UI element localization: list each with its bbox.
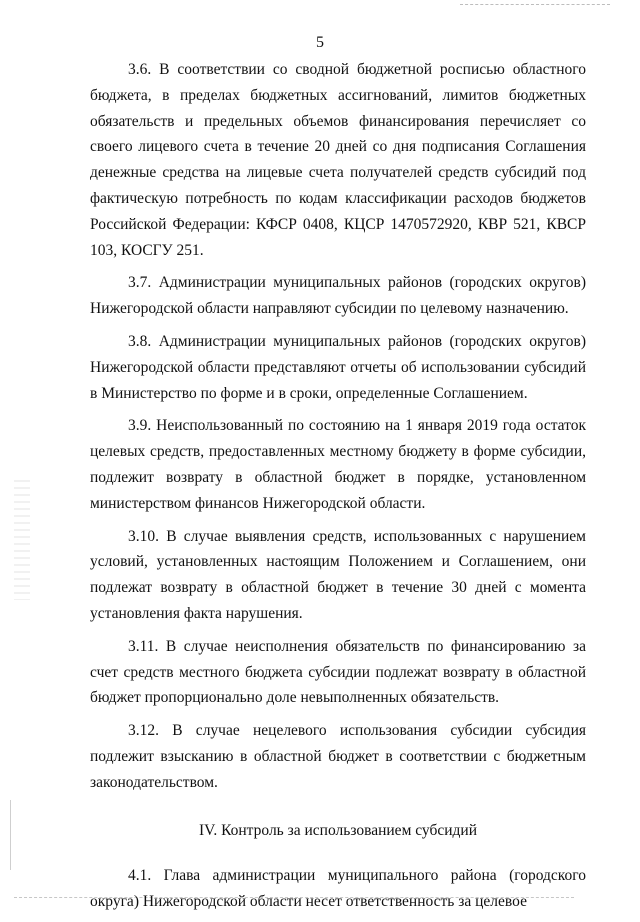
scan-speckle [14, 480, 30, 600]
document-body [90, 57, 586, 922]
scan-artifact-left [10, 800, 12, 870]
paragraph-3-8: 3.8. Администрации муниципальных районов (городских округов) Нижегородской области представляют отчеты об использовании субсидий в Министерство по форме и в сроки, определенные Соглашением. [90, 332, 586, 402]
section-heading: IV. Контроль за использованием субсидий [198, 821, 478, 839]
page-number: 5 [316, 34, 324, 51]
paragraph-3-6: 3.6. В соответствии со сводной бюджетной росписью областного бюджета, в пределах бюджетных ассигнований, лимитов бюджетных обязательств и предельных объемов финансирования перечисляет со своего лицевого счета в течение 20 дней со дня подписания Соглашения денежные средства на лицевые счета получателей средств субсидий под фактическую потребность по кодам классификации расходов бюджетов Российской Федерации: КФСР 0408, КЦСР 1470572920, КВР 521, КВСР 103, КОСГУ 251. [90, 61, 586, 259]
paragraph-4-1: 4.1. Глава администрации муниципального района (городского округа) Нижегородской области несет ответственность за целевое [90, 867, 586, 911]
paragraph-3-10: 3.10. В случае выявления средств, использованных с нарушением условий, установленных настоящим Положением и Соглашением, они подлежат возврату в областной бюджет в течение 30 дней с момента установления факта нарушения. [90, 527, 586, 622]
paragraph-3-11: 3.11. В случае неисполнения обязательств по финансированию за счет средств местного бюджета субсидии подлежат возврату в областной бюджет пропорционально доле невыполненных обязательств. [90, 637, 586, 707]
scan-artifact-top [460, 4, 610, 6]
paragraph-3-7: 3.7. Администрации муниципальных районов (городских округов) Нижегородской области направляют субсидии по целевому назначению. [90, 274, 586, 318]
paragraph-3-12: 3.12. В случае нецелевого использования субсидии субсидия подлежит взысканию в областной бюджет в соответствии с бюджетным законодательством. [90, 722, 586, 791]
paragraph-3-9: 3.9. Неиспользованный по состоянию на 1 января 2019 года остаток целевых средств, предоставленных местному бюджету в форме субсидии, подлежит возврату в областной бюджет в порядке, установленном министерством финансов Нижегородской области. [90, 417, 586, 512]
